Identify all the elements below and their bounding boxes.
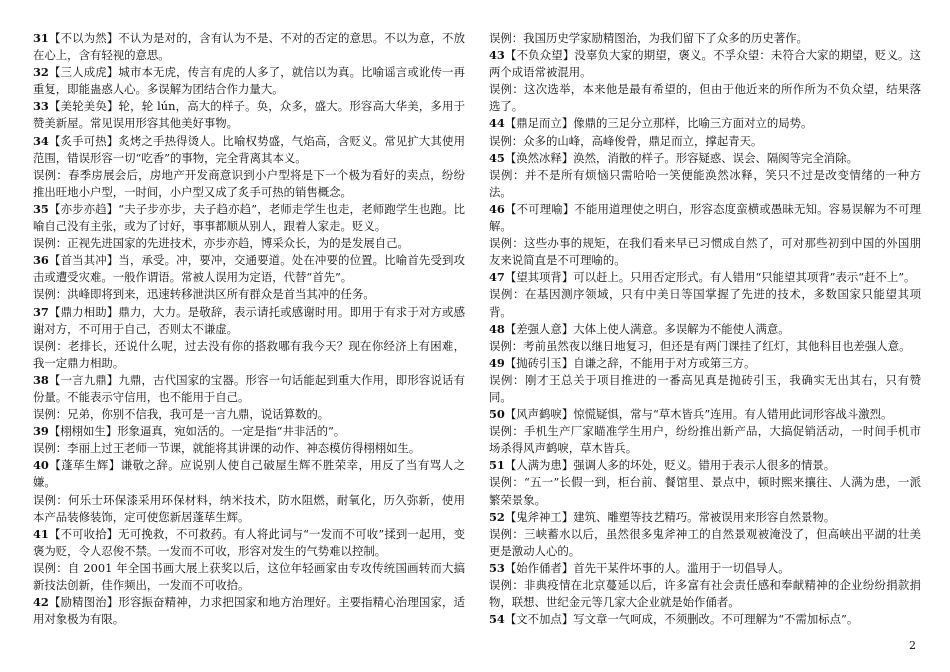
entry-number: 42 [33,595,49,610]
misuse-example: 误例：李丽上过王老师一节课，就能将其讲课的动作、神态模仿得栩栩如生。 [33,441,421,456]
entry-number: 43 [489,48,505,63]
misuse-example: 误例：老排长，还说什么呢，过去没有你的搭救哪有我今天？现在你经济上有困难，我一定鼎力相助。 [33,338,465,370]
entry-definition: 【不可收拾】无可挽救，不可救药。有人将此词与“一发而不可收”揉到一起用，变褒为贬，令人忍俊不禁。一发而不可收，形容对发生的气势难以控制。 [33,526,465,558]
idiom-entry [489,509,921,526]
idiom-entry [33,526,465,560]
entry-number: 49 [489,355,505,370]
entry-definition: 【炙手可热】炙烤之手热得烫人。比喻权势盛，气焰高，含贬义。常见扩大其使用范围，错误形容一切“吃香”的事物，完全背离其本义。 [33,133,465,165]
idiom-entry [489,457,921,474]
idiom-entry [33,457,465,491]
idiom-entry [33,423,465,440]
idiom-entry [489,611,921,628]
entry-definition: 【涣然冰释】涣然，消散的样子。形容疑惑、误会、隔阂等完全消除。 [504,150,858,165]
entry-number: 50 [489,407,505,422]
misuse-example: 误例：考前虽然夜以继日地复习，但还是有两门课挂了红灯，其他科目也差强人意。 [489,338,911,353]
entry-number: 54 [489,612,505,627]
entry-definition: 【蓬荜生辉】谦敬之辞。应说别人使自己破屋生辉不胜荣幸，用反了当有骂人之嫌。 [33,458,465,490]
misuse-example: 误例：非典疫情在北京蔓延以后，许多富有社会责任感和奉献精神的企业纷纷捐款捐物，联想、世纪金元等几家大企业就是始作俑者。 [489,578,921,610]
entry-definition: 【望其项背】可以赶上。只用否定形式。有人错用“只能望其项背”表示“赶不上”。 [504,270,916,285]
misuse-example: 误例：自 2001 年全国书画大展上获奖以后，这位年轻画家由专攻传统国画转而大搞新技法创新，佳作频出，一发而不可收拾。 [33,560,465,592]
misuse-example: 误例：何乐士环保漆采用环保材料，纳米技术，防水阻燃，耐氧化，历久弥新，使用本产品装修装饰，定可使您新居蓬荜生辉。 [33,492,465,524]
entry-definition: 【一言九鼎】九鼎，古代国家的宝器。形容一句话能起到重大作用，即形容说话有份量。不能表示守信用，也不能用于自己。 [33,372,465,404]
entry-definition: 【文不加点】写文章一气呵成，不须删改。不可理解为“不需加标点”。 [504,612,859,627]
entry-number: 44 [489,116,505,131]
entry-definition: 【抛砖引玉】自谦之辞，不能用于对方或第三方。 [504,355,756,370]
misuse-example: 误例：三峡蓄水以后，虽然很多鬼斧神工的自然景观被淹没了，但高峡出平湖的壮美更是激动人心的。 [489,526,921,558]
entry-definition: 【不负众望】没辜负大家的期望，褒义。不孚众望：未符合大家的期望，贬义。这两个成语常被混用。 [489,48,921,80]
idiom-entry [489,406,921,423]
idiom-entry [489,355,921,372]
entry-definition: 【鼎力相助】鼎力，大力。是敬辞，表示请托或感谢时用。即用于有求于对方或感谢对方，不可用于自己，否则太不谦虚。 [33,304,465,336]
entry-number: 33 [33,99,49,114]
idiom-entry [33,64,465,98]
misuse-example: 误例：春季房展会后，房地产开发商意识到小户型将是下一个极为看好的卖点，纷纷推出旺地小户型，一时间，小户型又成了炙手可热的销售概念。 [33,167,465,199]
misuse-example: 误例：刚才王总关于项目推进的一番高见真是抛砖引玉，我确实无出其右，只有赞同。 [489,372,921,404]
entry-definition: 【不以为然】不认为是对的，含有认为不是、不对的否定的意思。不以为意，不放在心上，含有轻视的意思。 [33,31,465,63]
idiom-entry [489,321,921,338]
misuse-example: 误例：正视先进国家的先进技术，亦步亦趋，博采众长，为的是发展自己。 [33,236,409,251]
entry-definition: 【栩栩如生】形象逼真，宛如活的。一定是指“井非活的”。 [48,424,346,439]
idiom-entry [489,560,921,577]
idiom-entry [33,98,465,132]
idiom-entry [489,115,921,132]
entry-definition: 【人满为患】强调人多的坏处，贬义。错用于表示人很多的情景。 [504,458,836,473]
entry-number: 45 [489,150,505,165]
idiom-entry [33,372,465,406]
left-column [33,30,465,628]
entry-definition: 【亦步亦趋】“夫子步亦步，夫子趋亦趋”，老师走学生也走，老师跑学生也跑。比喻自己没有主张，或为了讨好，事事都顺从别人，跟着人家走。贬义。 [33,201,465,234]
misuse-example: 误例：并不是所有烦恼只需哈哈一笑便能涣然冰释，笑只不过是改变情绪的一种方法。 [489,167,921,199]
entry-number: 38 [33,372,49,387]
idiom-entry [33,133,465,167]
misuse-example: 误例：这次选举，本来他是最有希望的，但由于他近来的所作所为不负众望，结果落选了。 [489,82,921,114]
entry-definition: 【鼎足而立】像鼎的三足分立那样，比喻三方面对立的局势。 [504,116,813,131]
misuse-example: 误例：在基因测序领域，只有中美日等国掌握了先进的技术，多数国家只能望其项背。 [489,287,921,319]
misuse-example: 误例：手机生产厂家瞄准学生用户，纷纷推出新产品，大搞促销活动，一时间手机市场杀得风声鹤唳，草木皆兵。 [489,424,921,456]
misuse-example: 误例：洪峰即将到来，迅速转移泄洪区所有群众是首当其冲的任务。 [33,287,375,302]
right-column [489,30,921,628]
entry-number: 32 [33,65,49,80]
misuse-example: 误例：我国历史学家励精图治，为我们留下了众多的历史著作。 [489,31,808,45]
entry-number: 41 [33,526,49,541]
entry-definition: 【鬼斧神工】建筑、雕塑等技艺精巧。常被误用来形容自然景物。 [504,509,836,524]
entry-definition: 【三人成虎】城市本无虎，传言有虎的人多了，就信以为真。比喻谣言或讹传一再重复，即能蛊惑人心。多误解为团结合作力量大。 [33,65,465,97]
entry-definition: 【励精图治】形容振奋精神，力求把国家和地方治理好。主要指精心治理国家，适用对象极为有限。 [33,595,465,627]
idiom-entry [33,201,465,235]
entry-number: 46 [489,201,505,216]
entry-definition: 【始作俑者】首先干某件坏事的人。滥用于一切倡导人。 [504,560,790,575]
entry-number: 37 [33,304,49,319]
entry-number: 31 [33,31,49,45]
idiom-entry [489,201,921,235]
misuse-example: 误例：这些办事的规矩，在我们看来早已习惯成自然了，可对那些初到中国的外国朋友来说简直是不可理喻的。 [489,236,921,268]
entry-number: 39 [33,424,49,439]
page-number: 2 [909,639,916,652]
idiom-entry [33,304,465,338]
entry-definition: 【差强人意】大体上使人满意。多误解为不能使人满意。 [504,321,790,336]
idiom-entry [489,269,921,286]
misuse-example: 误例：众多的山峰，高峰俊骨，鼎足而立，撑起青天。 [489,133,763,148]
entry-definition: 【不可理喻】不能用道理使之明白，形容态度蛮横或愚昧无知。容易误解为不可理解。 [489,201,921,234]
idiom-entry [33,30,465,64]
idiom-entry [33,252,465,286]
entry-number: 48 [489,321,505,336]
entry-number: 52 [489,509,505,524]
idiom-entry [489,47,921,81]
entry-definition: 【风声鹤唳】惊慌疑惧，常与“草木皆兵”连用。有人错用此词形容战斗激烈。 [504,407,893,422]
entry-number: 53 [489,560,505,575]
entry-number: 51 [489,458,505,473]
misuse-example: 误例：兄弟，你别不信我，我可是一言九鼎，说话算数的。 [33,407,330,422]
misuse-example: 误例：“五一”长假一到，柜台前、餐馆里、景点中，顿时熙来攘往、人满为患，一派繁荣景象。 [489,475,921,507]
entry-definition: 【首当其冲】当，承受。冲，要冲，交通要道。处在冲要的位置。比喻首先受到攻击或遭受灾难。一般作谓语。常被人误用为定语，代替“首先”。 [33,253,465,285]
entry-number: 47 [489,270,505,285]
entry-number: 36 [33,253,49,268]
entry-number: 34 [33,133,49,148]
idiom-entry [33,594,465,628]
idiom-entry [489,150,921,167]
entry-definition: 【美轮美奂】轮，轮 lún，高大的样子。奂，众多，盛大。形容高大华美，多用于赞美新屋。常见误用形容其他美好事物。 [33,99,465,131]
entry-number: 40 [33,458,49,473]
entry-number: 35 [33,201,49,216]
